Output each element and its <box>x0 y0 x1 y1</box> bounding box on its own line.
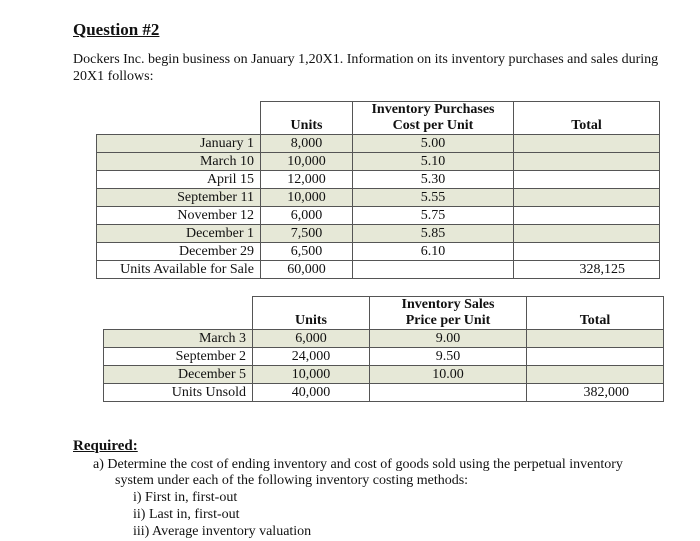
table-row <box>97 207 660 225</box>
total-header: Total <box>527 297 664 330</box>
row-cost: 5.10 <box>353 153 514 171</box>
row-label: September 11 <box>97 189 261 207</box>
row-total <box>527 330 664 348</box>
row-units: 6,000 <box>253 330 370 348</box>
purchases-table <box>96 101 660 279</box>
row-total <box>514 189 660 207</box>
table-header-row <box>104 297 664 330</box>
row-units: 7,500 <box>261 225 353 243</box>
summary-price <box>370 384 527 402</box>
row-label: December 29 <box>97 243 261 261</box>
row-price: 9.00 <box>370 330 527 348</box>
question-intro: Dockers Inc. begin business on January 1,20X1. Information on its inventory purchases and sales during 20X1 follows: <box>73 52 659 84</box>
row-cost: 5.85 <box>353 225 514 243</box>
row-cost: 6.10 <box>353 243 514 261</box>
method-item: ii) Last in, first-out <box>133 507 240 522</box>
table-row <box>104 330 664 348</box>
row-cost: 5.00 <box>353 135 514 153</box>
table-row <box>104 348 664 366</box>
row-cost: 5.55 <box>353 189 514 207</box>
table-row <box>97 225 660 243</box>
row-units: 12,000 <box>261 171 353 189</box>
row-label: November 12 <box>97 207 261 225</box>
row-total <box>514 135 660 153</box>
question-title: Question #2 <box>73 20 160 39</box>
table-row <box>97 171 660 189</box>
summary-label: Units Unsold <box>104 384 253 402</box>
summary-row <box>104 384 664 402</box>
row-units: 10,000 <box>261 189 353 207</box>
table-row <box>104 366 664 384</box>
row-units: 8,000 <box>261 135 353 153</box>
row-label: March 10 <box>97 153 261 171</box>
table-row <box>97 135 660 153</box>
row-price: 10.00 <box>370 366 527 384</box>
summary-units: 40,000 <box>253 384 370 402</box>
cost-header: Inventory Purchases Cost per Unit <box>353 102 514 135</box>
summary-label: Units Available for Sale <box>97 261 261 279</box>
row-total <box>514 225 660 243</box>
row-total <box>527 348 664 366</box>
row-label: September 2 <box>104 348 253 366</box>
total-header: Total <box>514 102 660 135</box>
row-total <box>514 171 660 189</box>
row-units: 6,000 <box>261 207 353 225</box>
table-row <box>97 189 660 207</box>
summary-cost <box>353 261 514 279</box>
sales-table <box>103 296 664 402</box>
method-item: i) First in, first-out <box>133 490 238 505</box>
required-heading: Required: <box>73 438 138 454</box>
table-row <box>97 153 660 171</box>
units-header: Units <box>261 102 353 135</box>
part-a-line2: system under each of the following inventory costing methods: <box>115 473 469 488</box>
row-units: 10,000 <box>261 153 353 171</box>
summary-row <box>97 261 660 279</box>
units-header: Units <box>253 297 370 330</box>
row-total <box>514 243 660 261</box>
table-row <box>97 243 660 261</box>
row-label: January 1 <box>97 135 261 153</box>
price-header: Inventory Sales Price per Unit <box>370 297 527 330</box>
part-a-line1: a) Determine the cost of ending inventory and cost of goods sold using the perpetual inventory <box>93 457 623 472</box>
row-total <box>514 153 660 171</box>
row-units: 10,000 <box>253 366 370 384</box>
row-label: April 15 <box>97 171 261 189</box>
row-total <box>527 366 664 384</box>
summary-units: 60,000 <box>261 261 353 279</box>
summary-total: 382,000 <box>527 384 664 402</box>
row-units: 6,500 <box>261 243 353 261</box>
required-part-a <box>93 457 693 489</box>
row-total <box>514 207 660 225</box>
summary-total: 328,125 <box>514 261 660 279</box>
row-label: March 3 <box>104 330 253 348</box>
row-label: December 1 <box>97 225 261 243</box>
table-header-row <box>97 102 660 135</box>
row-cost: 5.75 <box>353 207 514 225</box>
row-units: 24,000 <box>253 348 370 366</box>
row-cost: 5.30 <box>353 171 514 189</box>
method-item: iii) Average inventory valuation <box>133 524 312 539</box>
row-price: 9.50 <box>370 348 527 366</box>
row-label: December 5 <box>104 366 253 384</box>
